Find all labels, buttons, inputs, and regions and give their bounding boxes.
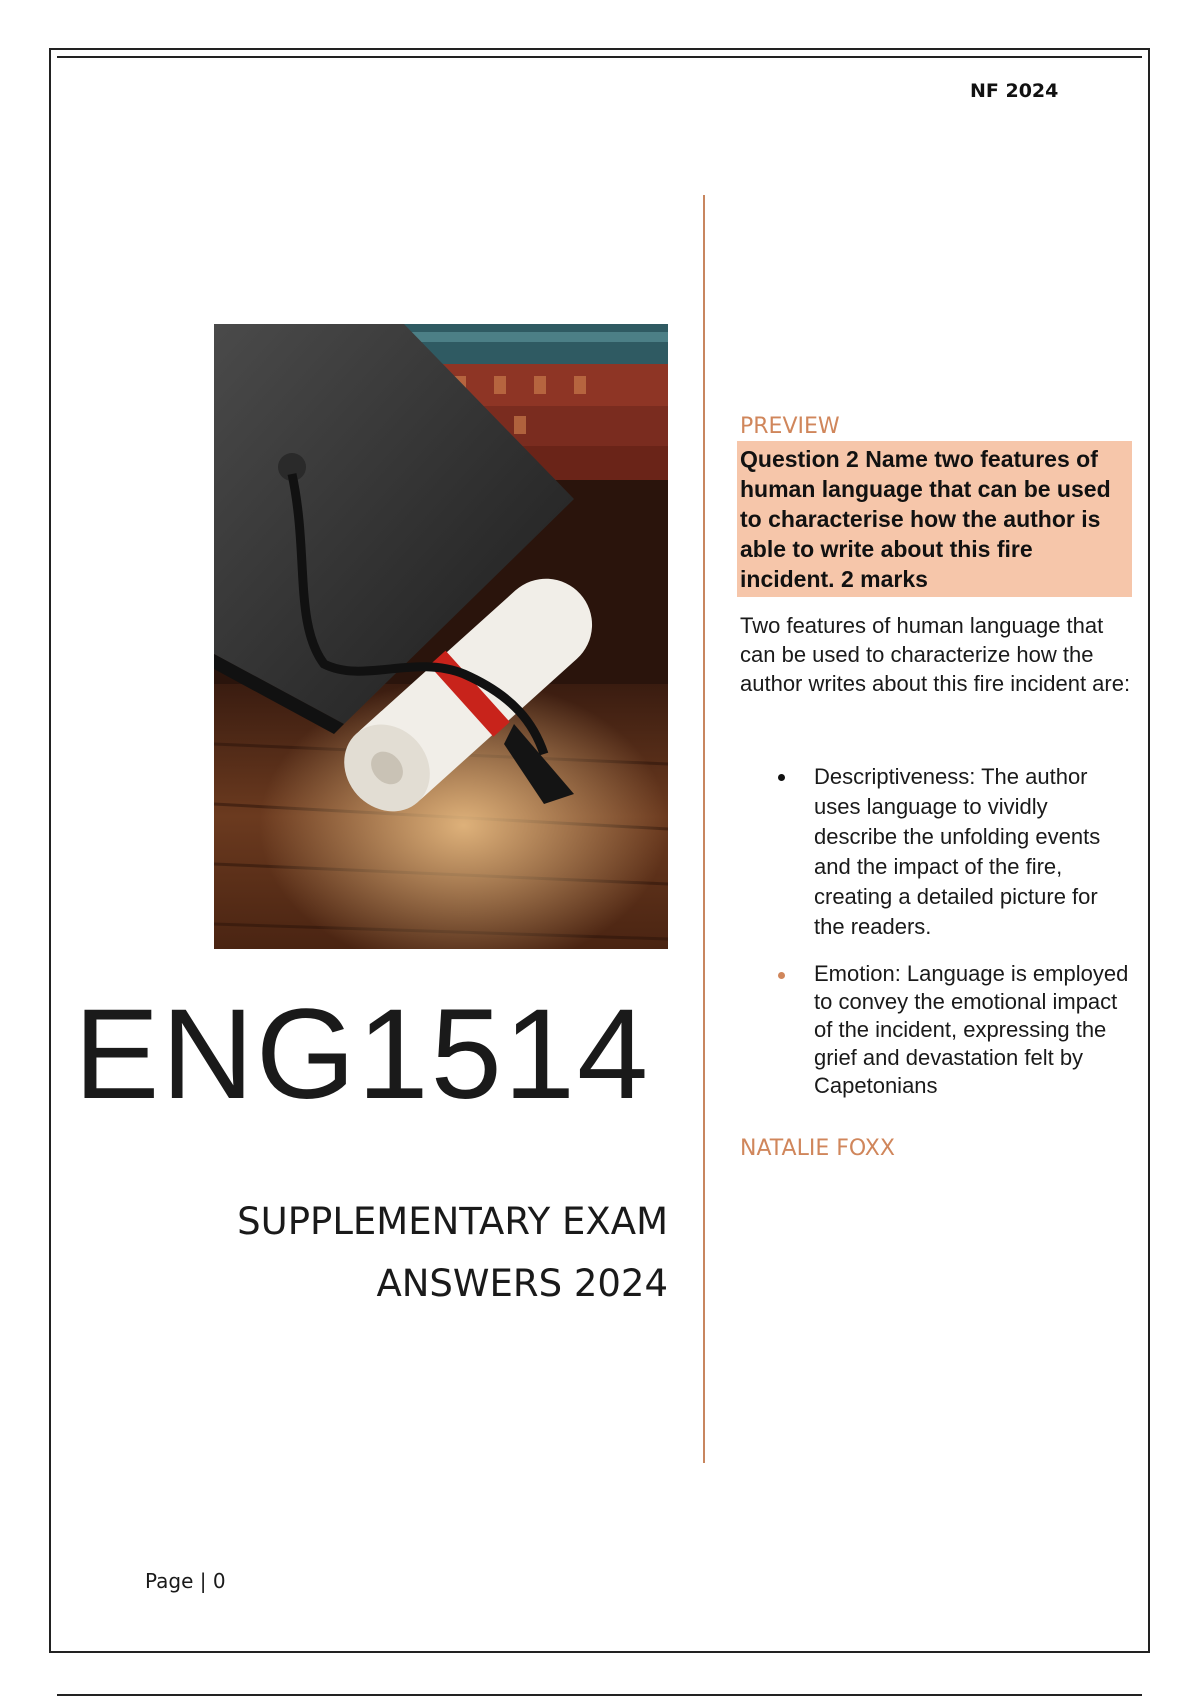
preview-label: PREVIEW xyxy=(740,414,840,439)
list-item xyxy=(740,960,1132,1100)
cover-image xyxy=(214,324,668,949)
column-divider xyxy=(703,195,705,1463)
top-rule xyxy=(57,56,1142,58)
subtitle-line-1: SUPPLEMENTARY EXAM xyxy=(237,1200,668,1243)
list-item-text: Descriptiveness: The author uses language to vividly describe the unfolding events and the impact of the fire, creating a detailed picture for the readers. xyxy=(814,764,1101,939)
subtitle-line-2: ANSWERS 2024 xyxy=(376,1262,668,1305)
bottom-rule xyxy=(57,1694,1142,1696)
answer-intro: Two features of human language that can be used to characterize how the author writes about this fire incident are: xyxy=(740,613,1131,696)
list-item-text: Emotion: Language is employed to convey the emotional impact of the incident, expressing the grief and devastation felt by Capetonians xyxy=(814,961,1129,1098)
bullet-icon xyxy=(778,972,785,979)
author-name: NATALIE FOXX xyxy=(740,1136,895,1161)
page-number: Page | 0 xyxy=(145,1569,226,1593)
doc-code: NF 2024 xyxy=(970,80,1059,102)
answer-list xyxy=(740,762,1132,1100)
course-code: ENG1514 xyxy=(74,983,651,1126)
bullet-icon xyxy=(778,774,785,781)
question-box: Question 2 Name two features of human language that can be used to characterise how the author is able to write about this fire incident. 2 marks xyxy=(737,441,1132,597)
preview-panel xyxy=(740,414,1132,1161)
list-item xyxy=(740,762,1132,942)
